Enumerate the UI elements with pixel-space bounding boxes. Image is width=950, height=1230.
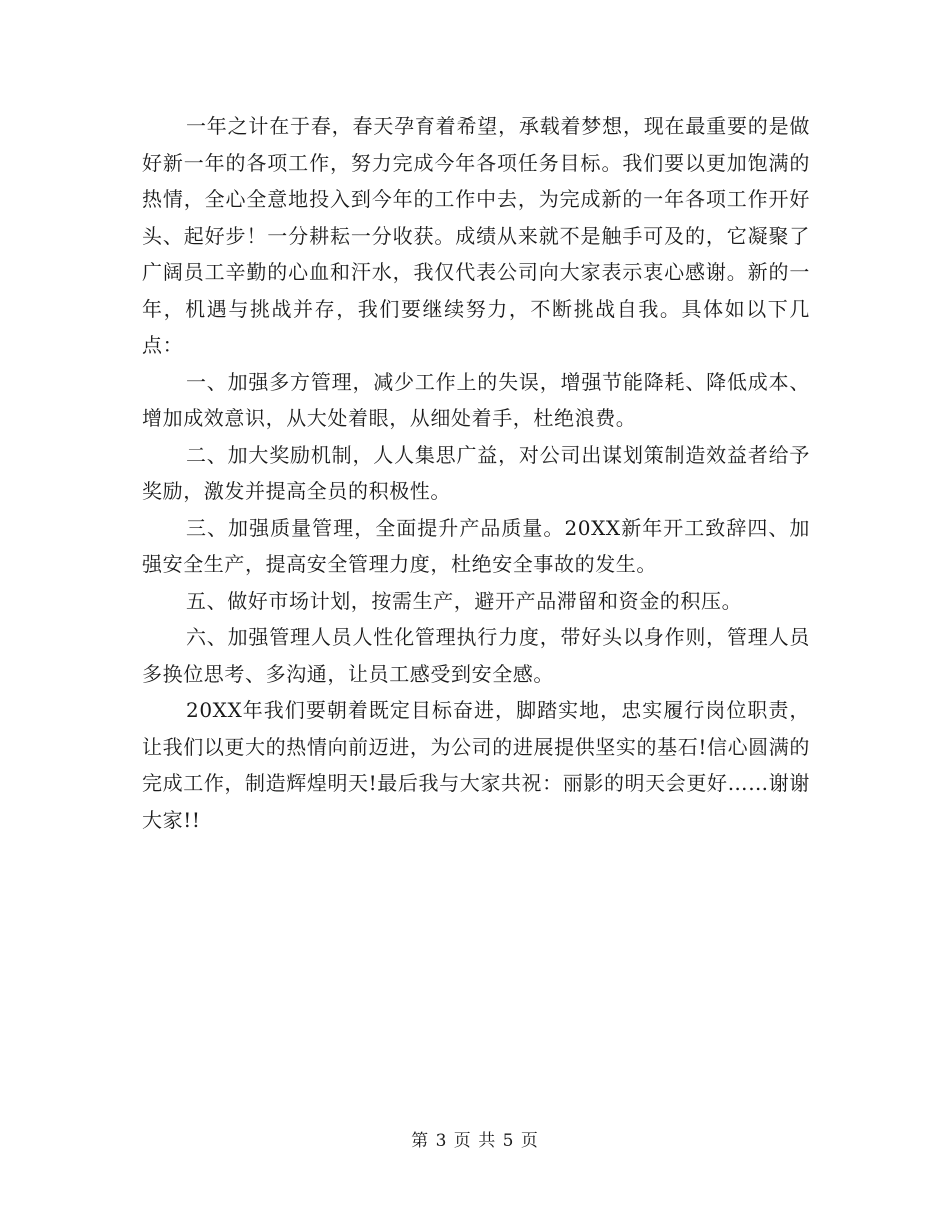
paragraph-point-1: 一、加强多方管理，减少工作上的失误，增强节能降耗、降低成本、增加成效意识，从大处着眼，从细处着手，杜绝浪费。 xyxy=(142,369,810,430)
document-body xyxy=(142,108,810,838)
page-number-footer: 第 3 页 共 5 页 xyxy=(411,1131,539,1151)
paragraph-point-5: 五、做好市场计划，按需生产，避开产品滞留和资金的积压。 xyxy=(186,588,743,613)
paragraph-closing: 20XX年我们要朝着既定目标奋进，脚踏实地，忠实履行岗位职责，让我们以更大的热情向前迈进，为公司的进展提供坚实的基石!信心圆满的完成工作，制造辉煌明天!最后我与大家共祝：丽影的明天会更好……谢谢大家!! xyxy=(142,698,810,832)
paragraph-intro: 一年之计在于春，春天孕育着希望，承载着梦想，现在最重要的是做好新一年的各项工作，努力完成今年各项任务目标。我们要以更加饱满的热情，全心全意地投入到今年的工作中去，为完成新的一年各项工作开好头、起好步！一分耕耘一分收获。成绩从来就不是触手可及的，它凝聚了广阔员工辛勤的心血和汗水，我仅代表公司向大家表示衷心感谢。新的一年，机遇与挑战并存，我们要继续努力，不断挑战自我。具体如以下几点： xyxy=(142,114,810,357)
paragraph-point-3-4: 三、加强质量管理，全面提升产品质量。20XX新年开工致辞四、加强安全生产，提高安全管理力度，杜绝安全事故的发生。 xyxy=(142,515,810,576)
paragraph-point-6: 六、加强管理人员人性化管理执行力度，带好头以身作则，管理人员多换位思考、多沟通，让员工感受到安全感。 xyxy=(142,625,810,686)
paragraph-point-2: 二、加大奖励机制，人人集思广益，对公司出谋划策制造效益者给予奖励，激发并提高全员的积极性。 xyxy=(142,442,810,503)
